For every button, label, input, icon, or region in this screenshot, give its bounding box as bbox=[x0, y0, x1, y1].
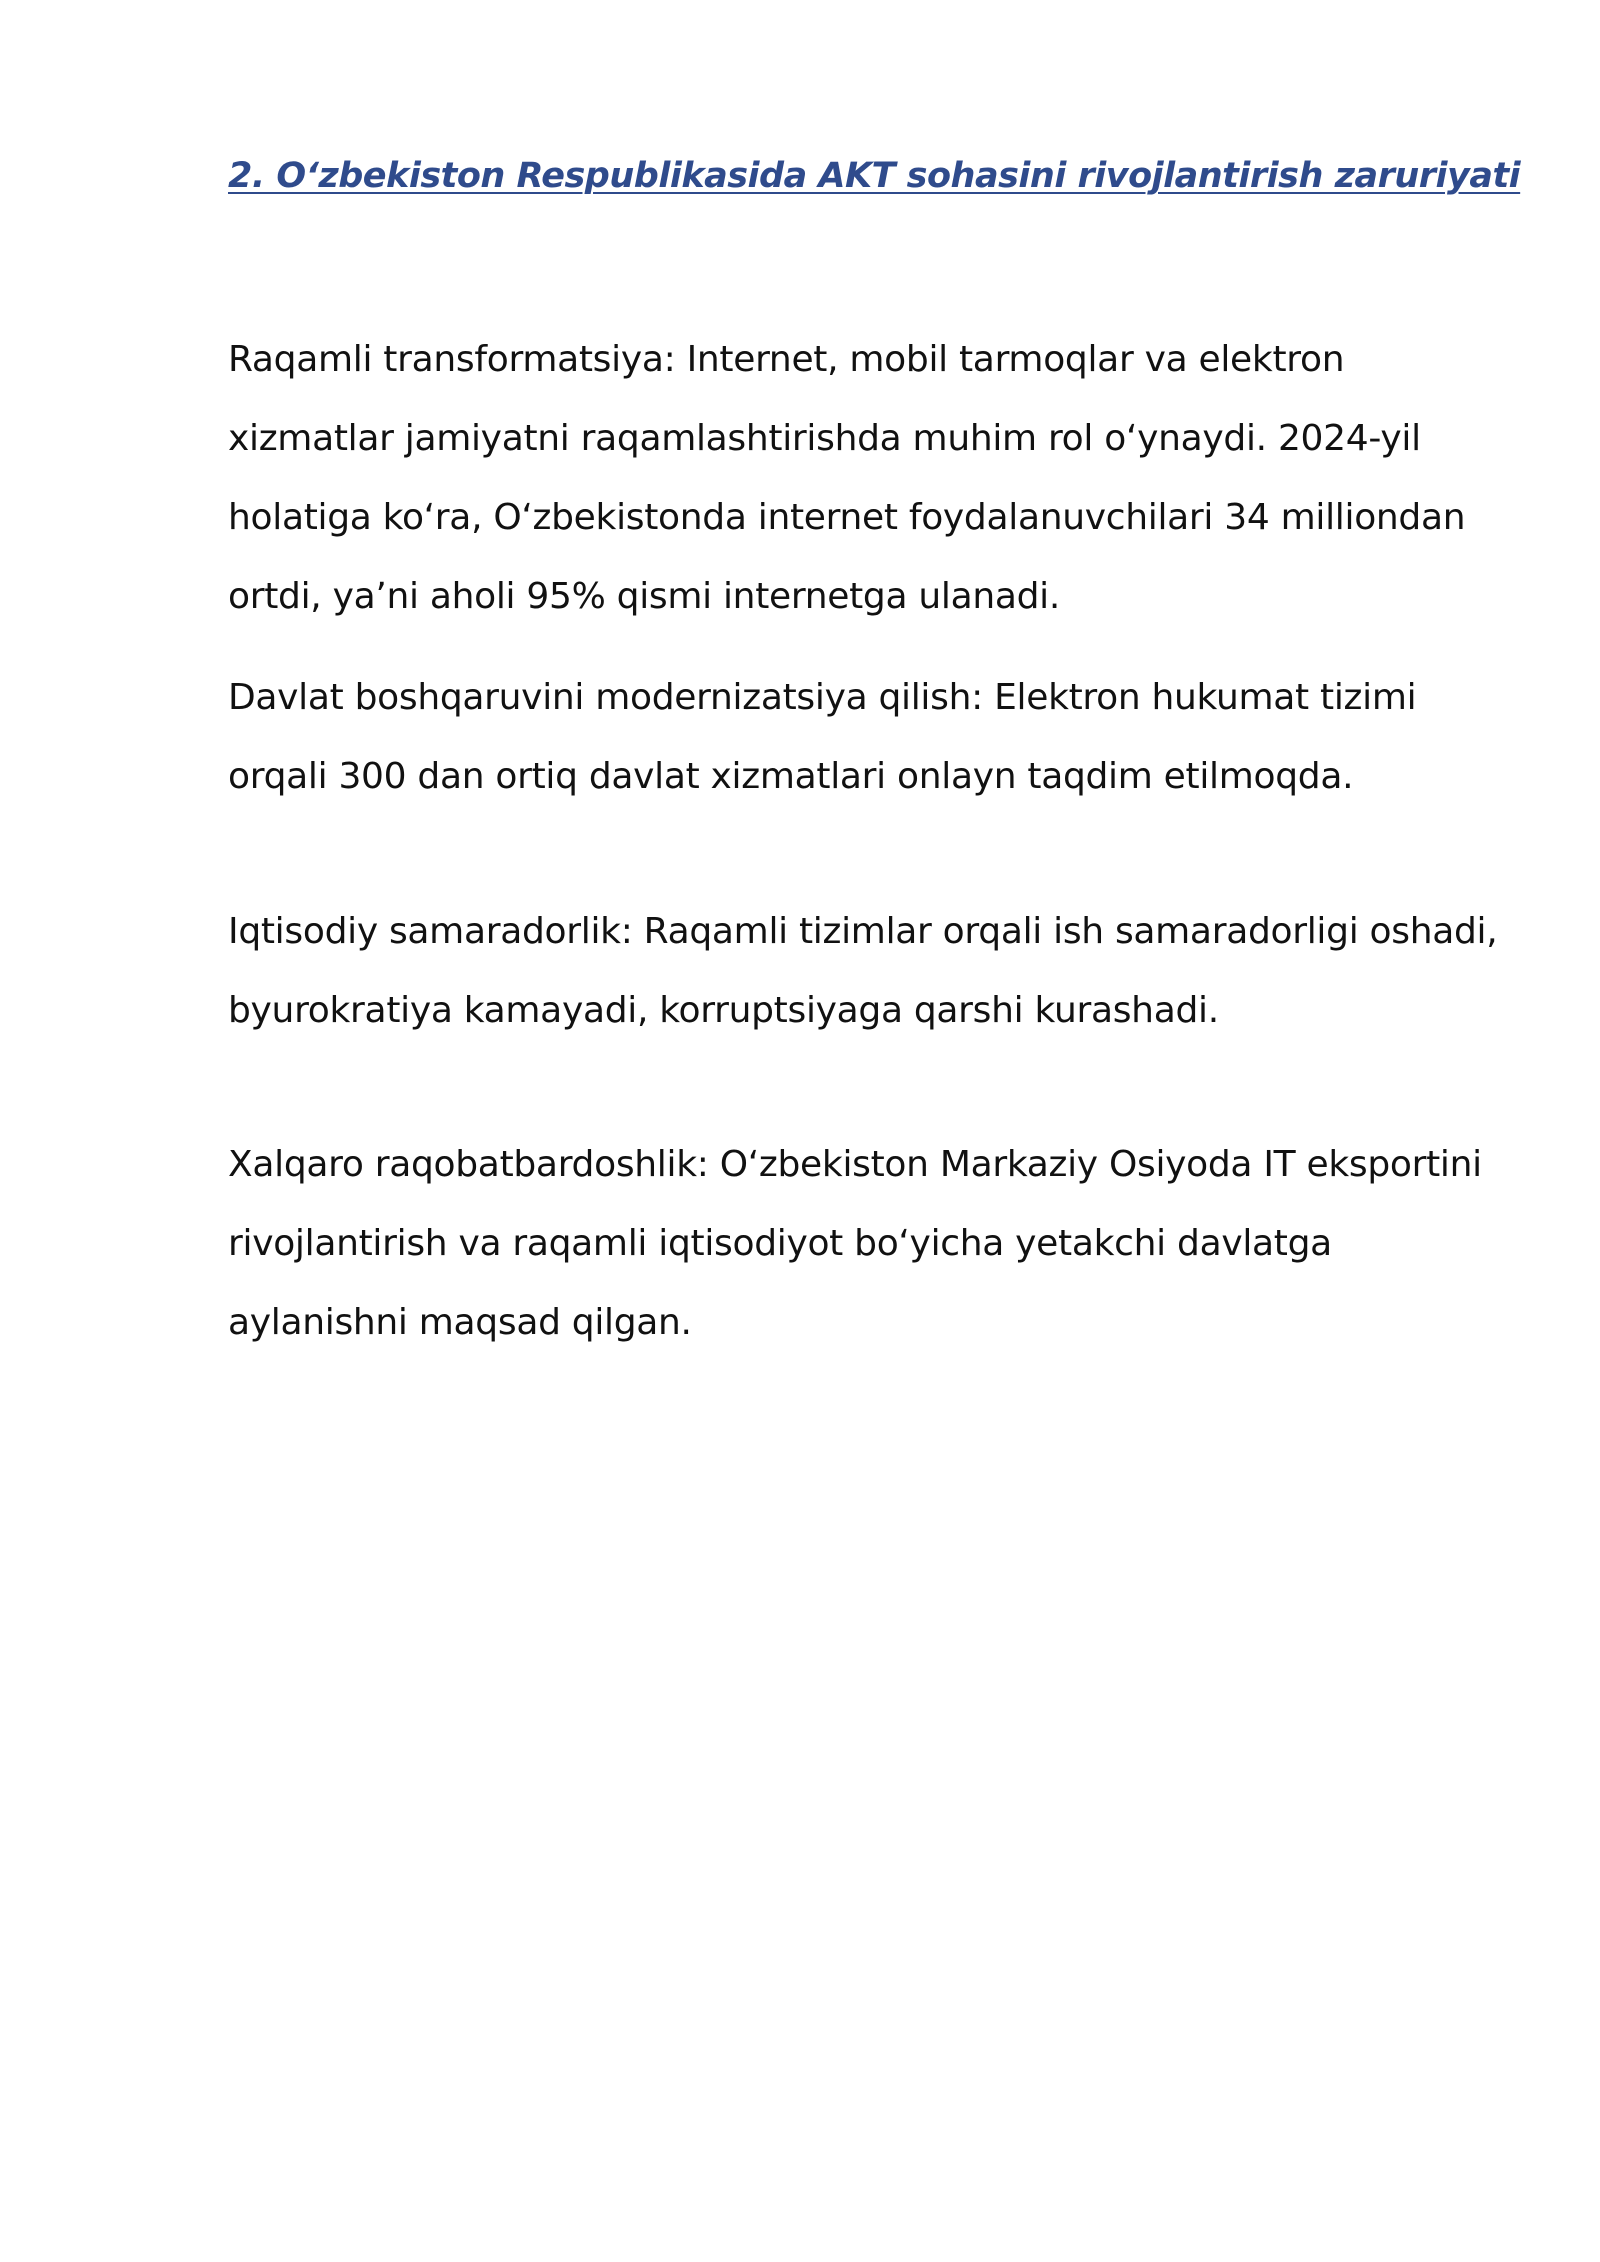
paragraph-government-modernization bbox=[228, 658, 1416, 816]
paragraph-line: byurokratiya kamayadi, korruptsiyaga qarshi kurashadi. bbox=[228, 990, 1219, 1031]
paragraph-digital-transformation bbox=[228, 320, 1465, 636]
section-heading[interactable]: 2. O‘zbekiston Respublikasida AKT sohasini rivojlantirish zaruriyati bbox=[228, 156, 1521, 196]
paragraph-line: aylanishni maqsad qilgan. bbox=[228, 1302, 692, 1343]
paragraph-economic-efficiency bbox=[228, 892, 1497, 1050]
paragraph-line: orqali 300 dan ortiq davlat xizmatlari onlayn taqdim etilmoqda. bbox=[228, 756, 1354, 797]
paragraph-line: holatiga ko‘ra, O‘zbekistonda internet foydalanuvchilari 34 milliondan bbox=[228, 497, 1466, 538]
paragraph-line: Xalqaro raqobatbardoshlik: O‘zbekiston Markaziy Osiyoda IT eksportini bbox=[228, 1144, 1482, 1185]
paragraph-line: Raqamli transformatsiya: Internet, mobil tarmoqlar va elektron bbox=[228, 339, 1345, 380]
paragraph-line: xizmatlar jamiyatni raqamlashtirishda muhim rol o‘ynaydi. 2024-yil bbox=[228, 418, 1421, 459]
document-content bbox=[228, 150, 1521, 1343]
paragraph-line: Iqtisodiy samaradorlik: Raqamli tizimlar orqali ish samaradorligi oshadi, bbox=[228, 911, 1498, 952]
paragraph-line: Davlat boshqaruvini modernizatsiya qilish: Elektron hukumat tizimi bbox=[228, 677, 1417, 718]
paragraph-international-competitiveness bbox=[228, 1125, 1482, 1362]
paragraph-line: rivojlantirish va raqamli iqtisodiyot bo‘yicha yetakchi davlatga bbox=[228, 1223, 1332, 1264]
paragraph-line: ortdi, ya’ni aholi 95% qismi internetga ulanadi. bbox=[228, 576, 1061, 617]
